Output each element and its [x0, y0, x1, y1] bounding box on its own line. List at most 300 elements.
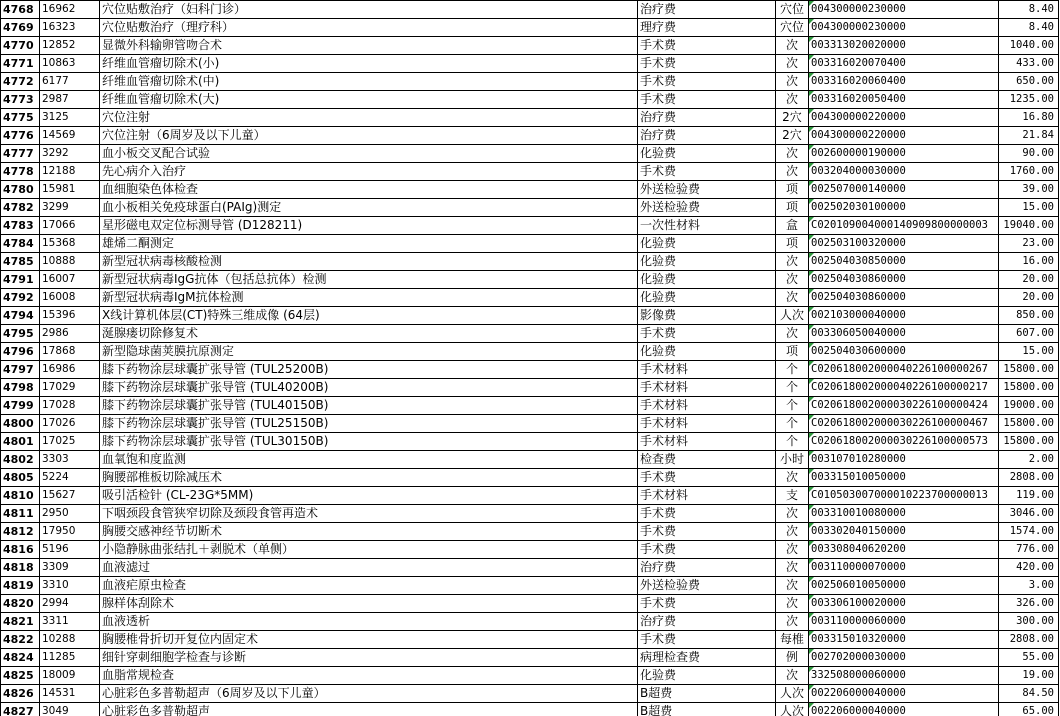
unit-cell[interactable]: 个 — [776, 379, 809, 397]
row-number-cell[interactable]: 4811 — [1, 505, 40, 523]
item-code-cell[interactable]: 2987 — [40, 91, 100, 109]
fee-type-cell[interactable]: 手术费 — [638, 523, 776, 541]
standard-code-cell[interactable]: C020618002000030226100000424 — [809, 397, 999, 415]
standard-code-cell[interactable]: C020618002000030226100000573 — [809, 433, 999, 451]
item-name-cell[interactable]: 小隐静脉曲张结扎＋剥脱术（单侧） — [100, 541, 638, 559]
item-code-cell[interactable]: 16986 — [40, 361, 100, 379]
fee-type-cell[interactable]: 理疗费 — [638, 19, 776, 37]
unit-cell[interactable]: 2穴 — [776, 127, 809, 145]
standard-code-cell[interactable]: 002103000040000 — [809, 307, 999, 325]
item-name-cell[interactable]: 星形磁电双定位标测导管 (D128211) — [100, 217, 638, 235]
row-number-cell[interactable]: 4770 — [1, 37, 40, 55]
fee-type-cell[interactable]: 化验费 — [638, 235, 776, 253]
fee-type-cell[interactable]: 手术材料 — [638, 415, 776, 433]
row-number-cell[interactable]: 4778 — [1, 163, 40, 181]
table-row — [1, 523, 1059, 541]
row-number-cell[interactable]: 4805 — [1, 469, 40, 487]
item-name-cell[interactable]: 细针穿刺细胞学检查与诊断 — [100, 649, 638, 667]
unit-cell[interactable]: 项 — [776, 199, 809, 217]
fee-type-cell[interactable]: 治疗费 — [638, 127, 776, 145]
row-number-cell[interactable]: 4798 — [1, 379, 40, 397]
item-name-cell[interactable]: 纤维血管瘤切除术(大) — [100, 91, 638, 109]
item-name-cell[interactable]: 心脏彩色多普勒超声 — [100, 703, 638, 716]
row-number-cell[interactable]: 4827 — [1, 703, 40, 716]
item-name-cell[interactable]: 膝下药物涂层球囊扩张导管 (TUL25200B) — [100, 361, 638, 379]
unit-cell[interactable]: 盒 — [776, 217, 809, 235]
price-cell[interactable]: 850.00 — [999, 307, 1059, 325]
unit-cell[interactable]: 人次 — [776, 703, 809, 716]
unit-cell[interactable]: 个 — [776, 415, 809, 433]
standard-code-cell[interactable]: 003313020020000 — [809, 37, 999, 55]
fee-type-cell[interactable]: 外送检验费 — [638, 181, 776, 199]
fee-type-cell[interactable]: 手术费 — [638, 55, 776, 73]
unit-cell[interactable]: 次 — [776, 667, 809, 685]
unit-cell[interactable]: 项 — [776, 181, 809, 199]
item-name-cell[interactable]: 血脂常规检查 — [100, 667, 638, 685]
table-row — [1, 613, 1059, 631]
item-code-cell[interactable]: 10863 — [40, 55, 100, 73]
unit-cell[interactable]: 例 — [776, 649, 809, 667]
unit-cell[interactable]: 次 — [776, 163, 809, 181]
unit-cell[interactable]: 次 — [776, 253, 809, 271]
row-number-cell[interactable]: 4825 — [1, 667, 40, 685]
item-name-cell[interactable]: 穴位贴敷治疗（理疗科） — [100, 19, 638, 37]
item-name-cell[interactable]: 膝下药物涂层球囊扩张导管 (TUL40200B) — [100, 379, 638, 397]
price-cell[interactable]: 19000.00 — [999, 397, 1059, 415]
row-number-cell[interactable]: 4768 — [1, 1, 40, 19]
standard-code-cell[interactable]: 003316020060400 — [809, 73, 999, 91]
item-code-cell[interactable]: 3125 — [40, 109, 100, 127]
item-code-cell[interactable]: 14569 — [40, 127, 100, 145]
table-row — [1, 379, 1059, 397]
price-cell[interactable]: 607.00 — [999, 325, 1059, 343]
item-name-cell[interactable]: 新型冠状病毒IgG抗体（包括总抗体）检测 — [100, 271, 638, 289]
item-name-cell[interactable]: 血液疟原虫检查 — [100, 577, 638, 595]
item-name-cell[interactable]: 纤维血管瘤切除术(中) — [100, 73, 638, 91]
standard-code-cell[interactable]: C020109004000140909800000003 — [809, 217, 999, 235]
standard-code-cell[interactable]: 002504030860000 — [809, 289, 999, 307]
item-name-cell[interactable]: 新型隐球菌荚膜抗原测定 — [100, 343, 638, 361]
fee-type-cell[interactable]: 手术材料 — [638, 487, 776, 505]
unit-cell[interactable]: 次 — [776, 55, 809, 73]
unit-cell[interactable]: 个 — [776, 361, 809, 379]
standard-code-cell[interactable]: 002507000140000 — [809, 181, 999, 199]
standard-code-cell[interactable]: 003310010080000 — [809, 505, 999, 523]
unit-cell[interactable]: 次 — [776, 91, 809, 109]
fee-type-cell[interactable]: 外送检验费 — [638, 577, 776, 595]
row-number-cell[interactable]: 4810 — [1, 487, 40, 505]
unit-cell[interactable]: 次 — [776, 505, 809, 523]
item-code-cell[interactable]: 12852 — [40, 37, 100, 55]
standard-code-cell[interactable]: 002506010050000 — [809, 577, 999, 595]
table-row — [1, 37, 1059, 55]
table-row — [1, 217, 1059, 235]
item-name-cell[interactable]: 显微外科输卵管吻合术 — [100, 37, 638, 55]
item-code-cell[interactable]: 3311 — [40, 613, 100, 631]
standard-code-cell[interactable]: C020618002000030226100000467 — [809, 415, 999, 433]
item-name-cell[interactable]: 先心病介入治疗 — [100, 163, 638, 181]
item-name-cell[interactable]: 雄烯二酮测定 — [100, 235, 638, 253]
unit-cell[interactable]: 支 — [776, 487, 809, 505]
price-cell[interactable]: 15800.00 — [999, 361, 1059, 379]
unit-cell[interactable]: 次 — [776, 37, 809, 55]
price-cell[interactable]: 15.00 — [999, 343, 1059, 361]
item-name-cell[interactable]: 血小板交叉配合试验 — [100, 145, 638, 163]
standard-code-cell[interactable]: 002504030600000 — [809, 343, 999, 361]
row-number-cell[interactable]: 4780 — [1, 181, 40, 199]
price-cell[interactable]: 326.00 — [999, 595, 1059, 613]
standard-code-cell[interactable]: 003110000060000 — [809, 613, 999, 631]
item-name-cell[interactable]: 新型冠状病毒核酸检测 — [100, 253, 638, 271]
fee-type-cell[interactable]: 手术费 — [638, 37, 776, 55]
item-name-cell[interactable]: 穴位注射（6周岁及以下儿童） — [100, 127, 638, 145]
standard-code-cell[interactable]: 004300000230000 — [809, 1, 999, 19]
fee-type-cell[interactable]: 手术费 — [638, 73, 776, 91]
row-number-cell[interactable]: 4776 — [1, 127, 40, 145]
price-cell[interactable]: 15800.00 — [999, 433, 1059, 451]
price-cell[interactable]: 15.00 — [999, 199, 1059, 217]
item-code-cell[interactable]: 3292 — [40, 145, 100, 163]
item-name-cell[interactable]: 穴位贴敷治疗（妇科门诊） — [100, 1, 638, 19]
item-name-cell[interactable]: 心脏彩色多普勒超声（6周岁及以下儿童） — [100, 685, 638, 703]
price-cell[interactable]: 776.00 — [999, 541, 1059, 559]
item-code-cell[interactable]: 17028 — [40, 397, 100, 415]
fee-type-cell[interactable]: 治疗费 — [638, 1, 776, 19]
item-code-cell[interactable]: 3310 — [40, 577, 100, 595]
row-number-cell[interactable]: 4800 — [1, 415, 40, 433]
fee-type-cell[interactable]: 手术费 — [638, 631, 776, 649]
fee-type-cell[interactable]: B超费 — [638, 685, 776, 703]
item-code-cell[interactable]: 10888 — [40, 253, 100, 271]
item-code-cell[interactable]: 18009 — [40, 667, 100, 685]
row-number-cell[interactable]: 4821 — [1, 613, 40, 631]
standard-code-cell[interactable]: 003204000030000 — [809, 163, 999, 181]
price-cell[interactable]: 3046.00 — [999, 505, 1059, 523]
price-cell[interactable]: 2.00 — [999, 451, 1059, 469]
item-name-cell[interactable]: 膝下药物涂层球囊扩张导管 (TUL30150B) — [100, 433, 638, 451]
item-name-cell[interactable]: 胸腰交感神经节切断术 — [100, 523, 638, 541]
table-row — [1, 451, 1059, 469]
item-code-cell[interactable]: 17029 — [40, 379, 100, 397]
fee-type-cell[interactable]: 影像费 — [638, 307, 776, 325]
price-cell[interactable]: 1760.00 — [999, 163, 1059, 181]
price-cell[interactable]: 55.00 — [999, 649, 1059, 667]
fee-type-cell[interactable]: 病理检查费 — [638, 649, 776, 667]
item-code-cell[interactable]: 11285 — [40, 649, 100, 667]
price-cell[interactable]: 20.00 — [999, 289, 1059, 307]
item-name-cell[interactable]: 血液滤过 — [100, 559, 638, 577]
standard-code-cell[interactable]: 002206000040000 — [809, 685, 999, 703]
row-number-cell[interactable]: 4819 — [1, 577, 40, 595]
fee-type-cell[interactable]: 化验费 — [638, 253, 776, 271]
standard-code-cell[interactable]: C020618002000040226100000267 — [809, 361, 999, 379]
standard-code-cell[interactable]: 003107010280000 — [809, 451, 999, 469]
price-cell[interactable]: 650.00 — [999, 73, 1059, 91]
unit-cell[interactable]: 次 — [776, 469, 809, 487]
fee-type-cell[interactable]: 手术费 — [638, 163, 776, 181]
item-code-cell[interactable]: 16323 — [40, 19, 100, 37]
table-row — [1, 415, 1059, 433]
price-cell[interactable]: 84.50 — [999, 685, 1059, 703]
row-number-cell[interactable]: 4822 — [1, 631, 40, 649]
fee-type-cell[interactable]: 化验费 — [638, 271, 776, 289]
row-number-cell[interactable]: 4783 — [1, 217, 40, 235]
fee-type-cell[interactable]: 手术材料 — [638, 361, 776, 379]
price-cell[interactable]: 8.40 — [999, 1, 1059, 19]
row-number-cell[interactable]: 4799 — [1, 397, 40, 415]
unit-cell[interactable]: 次 — [776, 325, 809, 343]
unit-cell[interactable]: 次 — [776, 613, 809, 631]
table-row — [1, 199, 1059, 217]
unit-cell[interactable]: 次 — [776, 595, 809, 613]
standard-code-cell[interactable]: 003306050040000 — [809, 325, 999, 343]
item-name-cell[interactable]: 血氧饱和度监测 — [100, 451, 638, 469]
unit-cell[interactable]: 穴位 — [776, 19, 809, 37]
item-name-cell[interactable]: 新型冠状病毒IgM抗体检测 — [100, 289, 638, 307]
item-code-cell[interactable]: 16962 — [40, 1, 100, 19]
item-code-cell[interactable]: 15981 — [40, 181, 100, 199]
price-cell[interactable]: 21.84 — [999, 127, 1059, 145]
item-name-cell[interactable]: 涎腺瘘切除修复术 — [100, 325, 638, 343]
fee-type-cell[interactable]: 手术材料 — [638, 397, 776, 415]
item-name-cell[interactable]: 膝下药物涂层球囊扩张导管 (TUL25150B) — [100, 415, 638, 433]
unit-cell[interactable]: 次 — [776, 145, 809, 163]
standard-code-cell[interactable]: 003110000070000 — [809, 559, 999, 577]
fee-type-cell[interactable]: 治疗费 — [638, 559, 776, 577]
table-row — [1, 649, 1059, 667]
row-number-cell[interactable]: 4820 — [1, 595, 40, 613]
row-number-cell[interactable]: 4775 — [1, 109, 40, 127]
standard-code-cell[interactable]: 003308040620200 — [809, 541, 999, 559]
unit-cell[interactable]: 人次 — [776, 685, 809, 703]
unit-cell[interactable]: 人次 — [776, 307, 809, 325]
row-number-cell[interactable]: 4791 — [1, 271, 40, 289]
price-cell[interactable]: 1040.00 — [999, 37, 1059, 55]
price-cell[interactable]: 19.00 — [999, 667, 1059, 685]
item-code-cell[interactable]: 5224 — [40, 469, 100, 487]
item-name-cell[interactable]: 胸腰椎骨折切开复位内固定术 — [100, 631, 638, 649]
row-number-cell[interactable]: 4771 — [1, 55, 40, 73]
standard-code-cell[interactable]: C010503007000010223700000013 — [809, 487, 999, 505]
price-cell[interactable]: 15800.00 — [999, 379, 1059, 397]
standard-code-cell[interactable]: 003306100020000 — [809, 595, 999, 613]
table-row — [1, 307, 1059, 325]
standard-code-cell[interactable]: 003316020070400 — [809, 55, 999, 73]
item-code-cell[interactable]: 2986 — [40, 325, 100, 343]
standard-code-cell[interactable]: 002502030100000 — [809, 199, 999, 217]
item-code-cell[interactable]: 12188 — [40, 163, 100, 181]
fee-type-cell[interactable]: 手术费 — [638, 325, 776, 343]
fee-type-cell[interactable]: 化验费 — [638, 343, 776, 361]
item-code-cell[interactable]: 15627 — [40, 487, 100, 505]
item-code-cell[interactable]: 16008 — [40, 289, 100, 307]
standard-code-cell[interactable]: 003315010320000 — [809, 631, 999, 649]
standard-code-cell[interactable]: 003302040150000 — [809, 523, 999, 541]
unit-cell[interactable]: 项 — [776, 343, 809, 361]
item-name-cell[interactable]: 血液透析 — [100, 613, 638, 631]
row-number-cell[interactable]: 4795 — [1, 325, 40, 343]
price-cell[interactable]: 2808.00 — [999, 469, 1059, 487]
fee-type-cell[interactable]: 手术费 — [638, 91, 776, 109]
item-code-cell[interactable]: 14531 — [40, 685, 100, 703]
table-row — [1, 1, 1059, 19]
standard-code-cell[interactable]: 002206000040000 — [809, 703, 999, 716]
unit-cell[interactable]: 2穴 — [776, 109, 809, 127]
price-cell[interactable]: 3.00 — [999, 577, 1059, 595]
row-number-cell[interactable]: 4772 — [1, 73, 40, 91]
row-number-cell[interactable]: 4769 — [1, 19, 40, 37]
price-cell[interactable]: 1574.00 — [999, 523, 1059, 541]
table-row — [1, 19, 1059, 37]
table-row — [1, 433, 1059, 451]
unit-cell[interactable]: 次 — [776, 271, 809, 289]
item-code-cell[interactable]: 17026 — [40, 415, 100, 433]
price-cell[interactable]: 1235.00 — [999, 91, 1059, 109]
price-cell[interactable]: 300.00 — [999, 613, 1059, 631]
row-number-cell[interactable]: 4794 — [1, 307, 40, 325]
unit-cell[interactable]: 小时 — [776, 451, 809, 469]
price-cell[interactable]: 119.00 — [999, 487, 1059, 505]
standard-code-cell[interactable]: 004300000230000 — [809, 19, 999, 37]
item-code-cell[interactable]: 6177 — [40, 73, 100, 91]
fee-type-cell[interactable]: 治疗费 — [638, 109, 776, 127]
unit-cell[interactable]: 次 — [776, 541, 809, 559]
price-cell[interactable]: 19040.00 — [999, 217, 1059, 235]
price-cell[interactable]: 23.00 — [999, 235, 1059, 253]
row-number-cell[interactable]: 4784 — [1, 235, 40, 253]
item-code-cell[interactable]: 3303 — [40, 451, 100, 469]
row-number-cell[interactable]: 4812 — [1, 523, 40, 541]
price-cell[interactable]: 39.00 — [999, 181, 1059, 199]
item-code-cell[interactable]: 15368 — [40, 235, 100, 253]
table-row — [1, 91, 1059, 109]
price-cell[interactable]: 420.00 — [999, 559, 1059, 577]
fee-type-cell[interactable]: 化验费 — [638, 289, 776, 307]
fee-type-cell[interactable]: 手术材料 — [638, 433, 776, 451]
price-cell[interactable]: 2808.00 — [999, 631, 1059, 649]
item-code-cell[interactable]: 17950 — [40, 523, 100, 541]
unit-cell[interactable]: 次 — [776, 73, 809, 91]
item-code-cell[interactable]: 2994 — [40, 595, 100, 613]
standard-code-cell[interactable]: 002503100320000 — [809, 235, 999, 253]
item-name-cell[interactable]: 膝下药物涂层球囊扩张导管 (TUL40150B) — [100, 397, 638, 415]
row-number-cell[interactable]: 4785 — [1, 253, 40, 271]
item-name-cell[interactable]: 吸引活检针 (CL-23G*5MM) — [100, 487, 638, 505]
item-code-cell[interactable]: 16007 — [40, 271, 100, 289]
item-code-cell[interactable]: 5196 — [40, 541, 100, 559]
price-cell[interactable]: 16.00 — [999, 253, 1059, 271]
row-number-cell[interactable]: 4782 — [1, 199, 40, 217]
item-code-cell[interactable]: 17868 — [40, 343, 100, 361]
fee-type-cell[interactable]: B超费 — [638, 703, 776, 716]
item-code-cell[interactable]: 3049 — [40, 703, 100, 716]
fee-type-cell[interactable]: 手术材料 — [638, 379, 776, 397]
standard-code-cell[interactable]: 002702000030000 — [809, 649, 999, 667]
unit-cell[interactable]: 每椎 — [776, 631, 809, 649]
item-name-cell[interactable]: X线计算机体层(CT)特殊三维成像 (64层) — [100, 307, 638, 325]
table-row — [1, 163, 1059, 181]
row-number-cell[interactable]: 4792 — [1, 289, 40, 307]
row-number-cell[interactable]: 4797 — [1, 361, 40, 379]
item-code-cell[interactable]: 3309 — [40, 559, 100, 577]
unit-cell[interactable]: 个 — [776, 433, 809, 451]
row-number-cell[interactable]: 4816 — [1, 541, 40, 559]
fee-type-cell[interactable]: 治疗费 — [638, 613, 776, 631]
item-name-cell[interactable]: 纤维血管瘤切除术(小) — [100, 55, 638, 73]
item-name-cell[interactable]: 血小板相关免疫球蛋白(PAIg)测定 — [100, 199, 638, 217]
item-code-cell[interactable]: 2950 — [40, 505, 100, 523]
table-row — [1, 631, 1059, 649]
fee-type-cell[interactable]: 手术费 — [638, 595, 776, 613]
row-number-cell[interactable]: 4773 — [1, 91, 40, 109]
fee-type-cell[interactable]: 手术费 — [638, 505, 776, 523]
table-row — [1, 505, 1059, 523]
table-row — [1, 595, 1059, 613]
unit-cell[interactable]: 穴位 — [776, 1, 809, 19]
fee-type-cell[interactable]: 检查费 — [638, 451, 776, 469]
row-number-cell[interactable]: 4818 — [1, 559, 40, 577]
fee-type-cell[interactable]: 一次性材料 — [638, 217, 776, 235]
row-number-cell[interactable]: 4826 — [1, 685, 40, 703]
row-number-cell[interactable]: 4777 — [1, 145, 40, 163]
standard-code-cell[interactable]: 002504030850000 — [809, 253, 999, 271]
price-cell[interactable]: 16.80 — [999, 109, 1059, 127]
table-row — [1, 559, 1059, 577]
standard-code-cell[interactable]: 003315010050000 — [809, 469, 999, 487]
item-name-cell[interactable]: 下咽颈段食管狭窄切除及颈段食管再造术 — [100, 505, 638, 523]
unit-cell[interactable]: 个 — [776, 397, 809, 415]
standard-code-cell[interactable]: 004300000220000 — [809, 127, 999, 145]
item-code-cell[interactable]: 15396 — [40, 307, 100, 325]
standard-code-cell[interactable]: 003316020050400 — [809, 91, 999, 109]
fee-type-cell[interactable]: 化验费 — [638, 145, 776, 163]
fee-type-cell[interactable]: 外送检验费 — [638, 199, 776, 217]
row-number-cell[interactable]: 4824 — [1, 649, 40, 667]
price-cell[interactable]: 433.00 — [999, 55, 1059, 73]
item-name-cell[interactable]: 腺样体刮除术 — [100, 595, 638, 613]
item-code-cell[interactable]: 17025 — [40, 433, 100, 451]
row-number-cell[interactable]: 4802 — [1, 451, 40, 469]
unit-cell[interactable]: 次 — [776, 523, 809, 541]
unit-cell[interactable]: 项 — [776, 235, 809, 253]
fee-type-cell[interactable]: 化验费 — [638, 667, 776, 685]
standard-code-cell[interactable]: C020618002000040226100000217 — [809, 379, 999, 397]
unit-cell[interactable]: 次 — [776, 577, 809, 595]
fee-type-cell[interactable]: 手术费 — [638, 469, 776, 487]
row-number-cell[interactable]: 4801 — [1, 433, 40, 451]
price-cell[interactable]: 8.40 — [999, 19, 1059, 37]
price-cell[interactable]: 65.00 — [999, 703, 1059, 716]
row-number-cell[interactable]: 4796 — [1, 343, 40, 361]
fee-type-cell[interactable]: 手术费 — [638, 541, 776, 559]
standard-code-cell[interactable]: 002600000190000 — [809, 145, 999, 163]
table-row — [1, 235, 1059, 253]
unit-cell[interactable]: 次 — [776, 289, 809, 307]
standard-code-cell[interactable]: 002504030860000 — [809, 271, 999, 289]
item-name-cell[interactable]: 穴位注射 — [100, 109, 638, 127]
price-cell[interactable]: 20.00 — [999, 271, 1059, 289]
standard-code-cell[interactable]: 332508000060000 — [809, 667, 999, 685]
item-code-cell[interactable]: 17066 — [40, 217, 100, 235]
item-code-cell[interactable]: 10288 — [40, 631, 100, 649]
standard-code-cell[interactable]: 004300000220000 — [809, 109, 999, 127]
unit-cell[interactable]: 次 — [776, 559, 809, 577]
price-cell[interactable]: 90.00 — [999, 145, 1059, 163]
item-name-cell[interactable]: 胸腰部椎板切除减压术 — [100, 469, 638, 487]
price-cell[interactable]: 15800.00 — [999, 415, 1059, 433]
item-name-cell[interactable]: 血细胞染色体检查 — [100, 181, 638, 199]
item-code-cell[interactable]: 3299 — [40, 199, 100, 217]
